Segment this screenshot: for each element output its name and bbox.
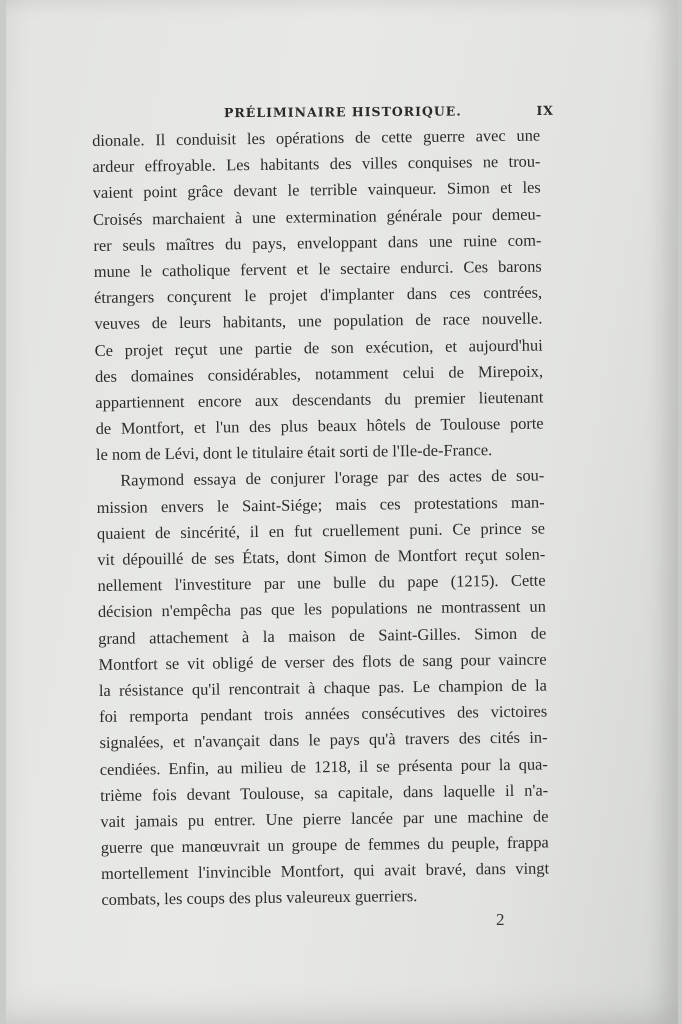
- text-line: vait jamais pu entrer. Une pierre lancée par une machine de: [100, 806, 549, 831]
- text-line: grand attachement à la maison de Saint-Gilles. Simon de: [98, 623, 547, 648]
- signature-mark: 2: [496, 910, 505, 929]
- text-line: rer seuls maîtres du pays, enveloppant dans une ruine com-: [93, 230, 542, 255]
- text-line: veuves de leurs habitants, une population de race nouvelle.: [94, 308, 543, 334]
- text-line: de Montfort, et l'un des plus beaux hôtels de Toulouse porte: [95, 413, 544, 439]
- text-line: Croisés marchaient à une extermination générale pour demeu-: [92, 204, 542, 229]
- text-line: mune le catholique fervent et le sectaire endurci. Ces barons: [93, 256, 542, 281]
- text-line: vit dépouillé de ses États, dont Simon de Montfort reçut solen-: [97, 544, 546, 569]
- text-line: trième fois devant Toulouse, sa capitale, dans laquelle il n'a-: [100, 780, 549, 805]
- text-line: Ce projet reçut une partie de son exécution, et aujourd'hui: [94, 335, 543, 360]
- text-line: vaient point grâce devant le terrible vainqueur. Simon et les: [92, 177, 541, 203]
- text-line: quaient de sincérité, il en fut cruellement puni. Ce prince se: [96, 518, 546, 543]
- text-line: la résistance qu'il rencontrait à chaque pas. Le champion de la: [98, 675, 547, 700]
- running-header-title: PRÉLIMINAIRE HISTORIQUE.: [223, 103, 462, 121]
- text-line: mortellement l'invincible Montfort, qui avait bravé, dans vingt: [100, 858, 550, 884]
- text-line: combats, les coups des plus valeureux guerriers.: [101, 886, 418, 910]
- text-line: nellement l'investiture par une bulle du pape (1215). Cette: [97, 570, 546, 596]
- text-line: des domaines considérables, notamment celui de Mirepoix,: [94, 361, 544, 386]
- text-line: cendiées. Enfin, au milieu de 1218, il se présenta pour la qua-: [99, 753, 548, 779]
- text-line: ardeur effroyable. Les habitants des villes conquises ne trou-: [92, 151, 541, 177]
- text-line: décision n'empêcha pas que les populations ne montrassent un: [97, 596, 546, 622]
- text-line: guerre que manœuvrait un groupe de femmes du peuple, frappa: [100, 832, 549, 858]
- running-header: [224, 103, 554, 125]
- text-line: foi remporta pendant trois années consécutives des victoires: [99, 701, 548, 727]
- text-line: Montfort se vit obligé de verser des flots de sang pour vaincre: [98, 649, 547, 674]
- book-page: [6, 0, 678, 1024]
- text-line: étrangers conçurent le projet d'implanter dans ces contrées,: [93, 282, 543, 308]
- text-line: Raymond essaya de conjurer l'orage par des actes de sou-: [120, 465, 545, 491]
- text-line: le nom de Lévi, dont le titulaire était sorti de l'Ile-de-France.: [95, 440, 493, 465]
- body-text: [92, 123, 550, 914]
- text-line: dionale. Il conduisit les opérations de cette guerre avec une: [92, 125, 541, 150]
- text-line: signalées, et n'avançait dans le pays qu'à travers des cités in-: [99, 727, 548, 753]
- page-number: IX: [536, 102, 555, 118]
- text-line: mission envers le Saint-Siége; mais ces protestations man-: [96, 492, 545, 517]
- text-line: appartiennent encore aux descendants du premier lieutenant: [95, 387, 544, 412]
